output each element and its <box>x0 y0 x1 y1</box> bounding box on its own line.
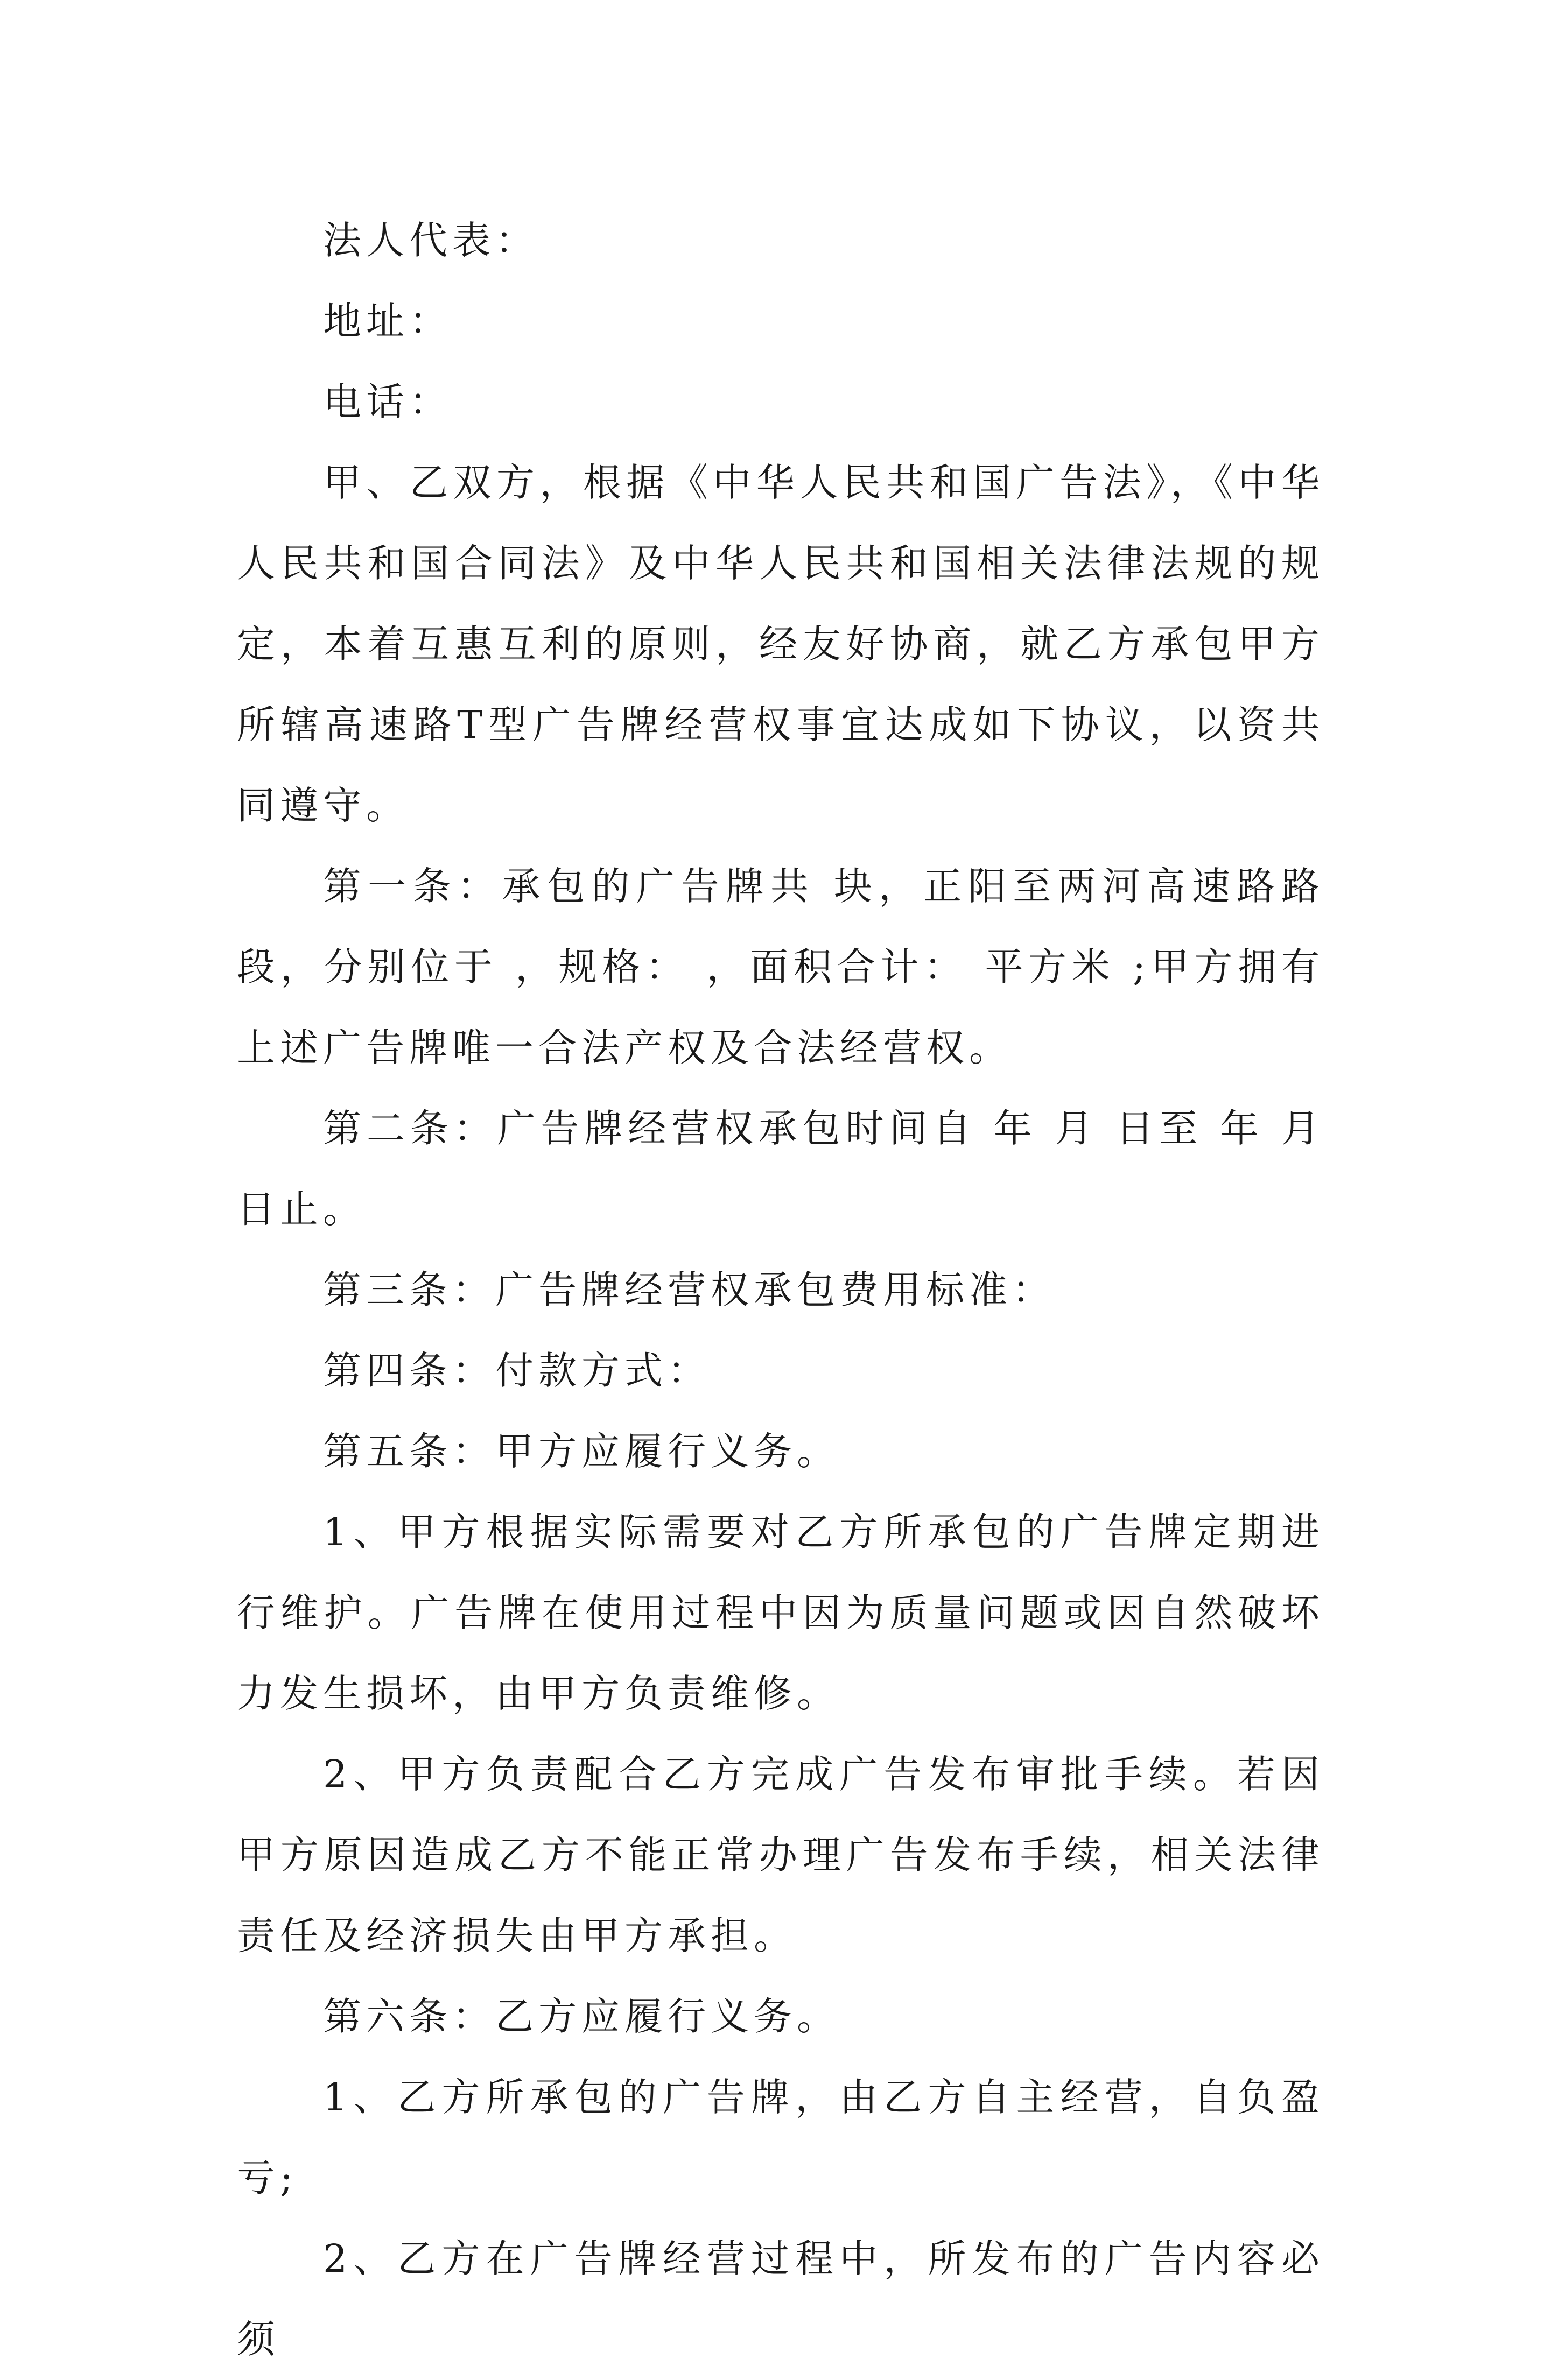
article-6-heading: 第六条：乙方应履行义务。 <box>323 1994 840 2039</box>
article-6-item-1: 1、乙方所承包的广告牌，由乙方自主经营，自负盈亏; <box>237 2075 1324 2200</box>
article-5-item-2: 2、甲方负责配合乙方完成广告发布审批手续。若因甲方原因造成乙方不能正常办理广告发布手续，相关法律责任及经济损失由甲方承担。 <box>237 1752 1324 1958</box>
legal-representative-line: 法人代表： <box>323 218 539 263</box>
article-2-paragraph: 第二条：广告牌经营权承包时间自 年 月 日至 年 月日止。 <box>237 1106 1324 1231</box>
address-line: 地址： <box>323 299 453 343</box>
article-3-paragraph: 第三条：广告牌经营权承包费用标准： <box>323 1268 1056 1312</box>
article-5-heading: 第五条：甲方应履行义务。 <box>323 1429 840 1474</box>
document-body <box>237 200 1324 2380</box>
article-5-item-1: 1、甲方根据实际需要对乙方所承包的广告牌定期进行维护。广告牌在使用过程中因为质量问题或因自然破坏力发生损坏，由甲方负责维修。 <box>237 1510 1324 1716</box>
article-1-paragraph: 第一条：承包的广告牌共 块，正阳至两河高速路路段，分别位于 ，规格： ，面积合计： 平方米 ;甲方拥有上述广告牌唯一合法产权及合法经营权。 <box>237 864 1324 1070</box>
article-6-item-2: 2、乙方在广告牌经营过程中，所发布的广告内容必须 <box>237 2236 1324 2362</box>
article-4-paragraph: 第四条：付款方式： <box>323 1348 711 1393</box>
phone-line: 电话： <box>323 379 453 424</box>
preamble-paragraph: 甲、乙双方，根据《中华人民共和国广告法》，《中华人民共和国合同法》及中华人民共和国相关法律法规的规定，本着互惠互利的原则，经友好协商，就乙方承包甲方所辖高速路T型广告牌经营权事宜达成如下协议，以资共同遵守。 <box>237 460 1324 828</box>
